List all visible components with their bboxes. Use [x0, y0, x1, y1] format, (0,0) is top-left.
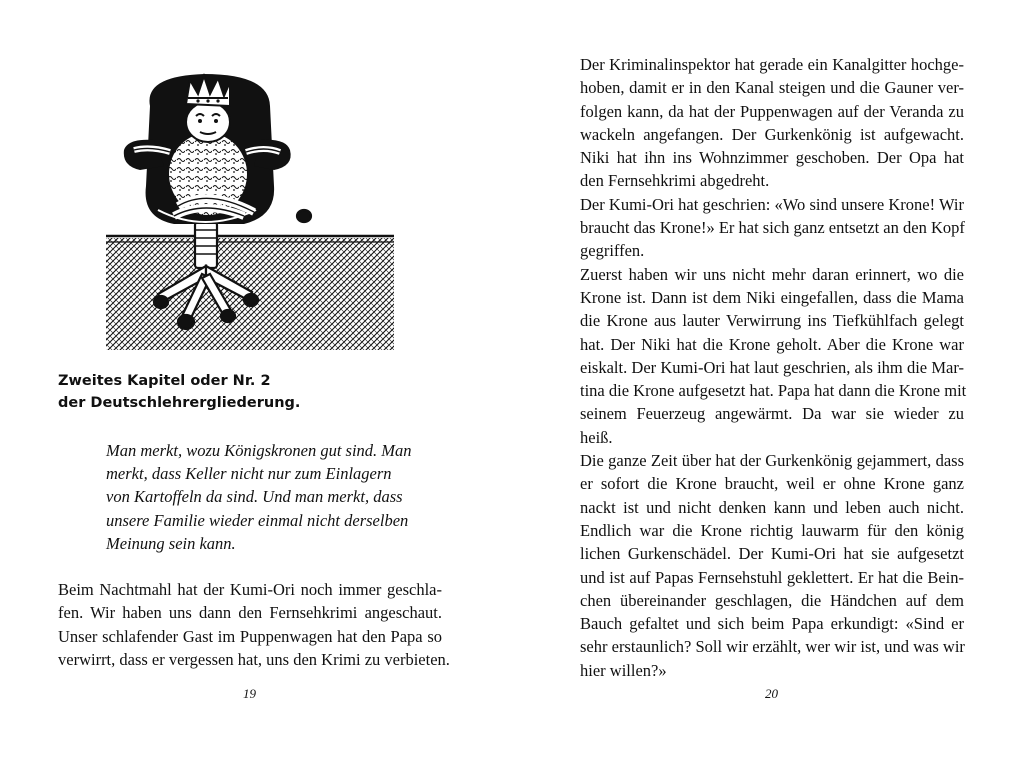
summary-line: unsere Familie wieder einmal nicht derselben [106, 510, 409, 530]
text-line: Unser schlafender Gast im Puppenwagen hat den Papa so [58, 626, 442, 646]
text-line: Beim Nachtmahl hat der Kumi-Ori noch immer geschla- [58, 580, 442, 599]
text-line: chen übereinander geschlagen, die Händchen auf dem [580, 590, 964, 610]
text-line: hoben, damit er in den Kanal steigen und die Gauner ver- [580, 78, 964, 98]
summary-line: von Kartoffeln da sind. Und man merkt, dass [106, 487, 403, 507]
text-line: er sofort die Krone braucht, weil er ohne Krone ganz [580, 474, 964, 494]
text-line: tina die Krone aufgesetzt hat. Papa hat dann die Krone mit [580, 381, 967, 401]
page-number-left: 19 [243, 686, 256, 701]
summary-line: merkt, dass Keller nicht nur zum Einlagern [106, 464, 392, 484]
text-line: die Krone aus lauter Verwirrung ins Tiefkühlfach gelegt [580, 311, 964, 331]
text-line: verwirrt, dass er vergessen hat, uns den Krimi zu verbieten. [58, 649, 450, 669]
text-line: nackt ist und nicht denken kann und leben auch nicht. [580, 497, 964, 517]
right-page [510, 0, 1020, 775]
cucumber-king-illustration [104, 66, 396, 358]
summary-line: Man merkt, wozu Königskronen gut sind. Man [106, 441, 412, 460]
chapter-title [58, 370, 458, 414]
chapter-title-line: der Deutschlehrergliederung. [58, 395, 301, 411]
text-line: heiß. [580, 427, 613, 447]
chapter-summary [106, 439, 466, 555]
text-line: Niki hat ihn ins Wohnzimmer geschoben. Der Opa hat [580, 148, 964, 168]
left-body-text [58, 578, 450, 671]
text-line: sehr erstaunlich? Soll wir erzählt, wer wir ist, und was wir [580, 637, 965, 657]
text-line: folgen kann, da hat der Puppenwagen auf der Veranda zu [580, 101, 964, 121]
text-line: seinem Feuerzeug angewärmt. Da war sie wieder zu [580, 404, 964, 424]
text-line: Die ganze Zeit über hat der Gurkenkönig gejammert, dass [580, 451, 964, 471]
text-line: wackeln angefangen. Der Gurkenkönig ist aufgewacht. [580, 124, 964, 144]
text-line: Krone ist. Dann ist dem Niki eingefallen, dass die Mama [580, 287, 964, 307]
text-line: Der Kumi-Ori hat geschrien: «Wo sind unsere Krone! Wir [580, 194, 964, 214]
text-line: und ist auf Papas Fernsehstuhl geklettert. Er hat die Bein- [580, 567, 964, 587]
page-number-right: 20 [765, 686, 778, 701]
text-line: braucht das Krone!» Er hat sich ganz entsetzt an den Kopf [580, 218, 965, 238]
right-body-text [580, 53, 967, 682]
text-line: eiskalt. Der Kumi-Ori hat laut geschrien, als ihm die Mar- [580, 357, 964, 377]
text-line: Endlich war die Krone richtig lauwarm für den könig [580, 520, 964, 540]
text-line: fen. Wir haben uns dann den Fernsehkrimi angeschaut. [58, 603, 442, 623]
text-line: hier willen?» [580, 660, 667, 680]
text-line: lichen Gurkenschädel. Der Kumi-Ori hat sie aufgesetzt [580, 544, 964, 564]
text-line: Zuerst haben wir uns nicht mehr daran erinnert, wo die [580, 264, 964, 284]
text-line: den Fernsehkrimi abgedreht. [580, 171, 770, 191]
text-line: Bauch gefaltet und sich beim Papa erkundigt: «Sind er [580, 614, 964, 634]
text-line: hat. Der Niki hat die Krone geholt. Aber die Krone war [580, 334, 964, 354]
chapter-title-line: Zweites Kapitel oder Nr. 2 [58, 373, 271, 389]
summary-line: Meinung sein kann. [106, 533, 236, 553]
text-line: Der Kriminalinspektor hat gerade ein Kanalgitter hochge- [580, 55, 964, 74]
text-line: gegriffen. [580, 241, 645, 261]
